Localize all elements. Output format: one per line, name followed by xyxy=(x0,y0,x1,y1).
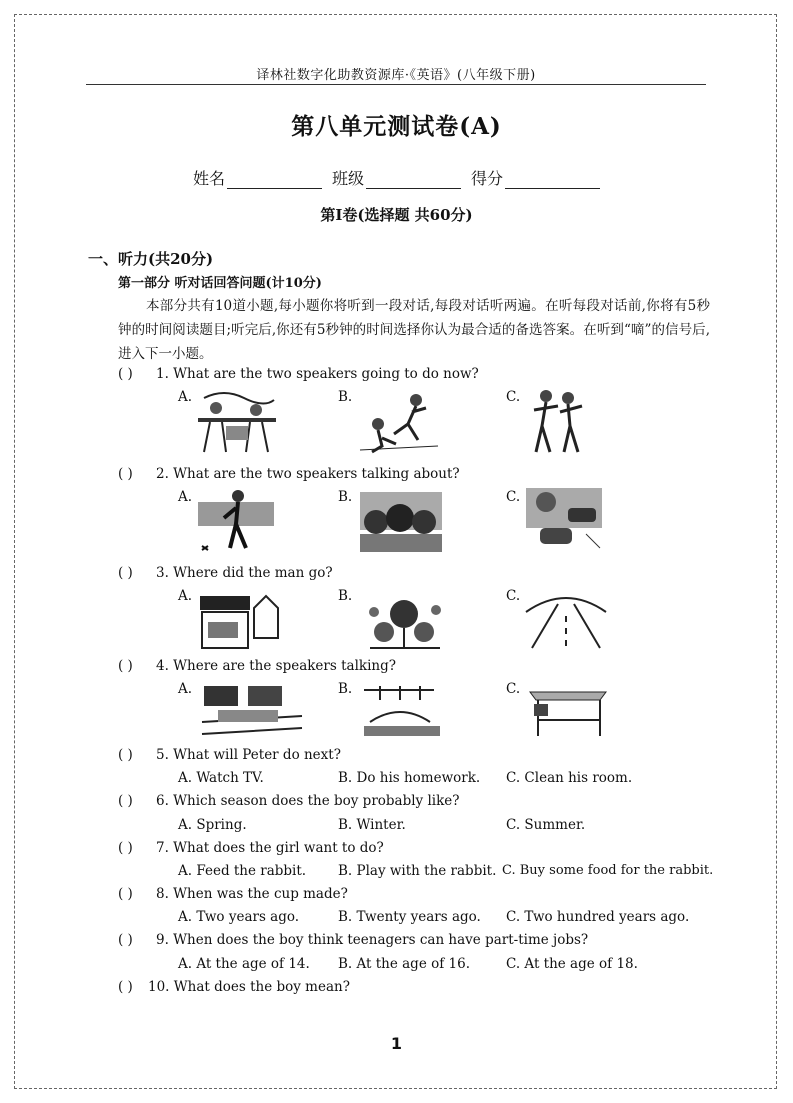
answer-blank[interactable]: ( ) xyxy=(118,979,133,995)
person-littering-picture[interactable] xyxy=(198,488,274,552)
page-number: 1 xyxy=(390,1034,403,1053)
question-5 xyxy=(118,747,341,763)
option-label-b: B. xyxy=(338,489,353,505)
class-label: 班级 xyxy=(332,169,365,188)
answer-blank[interactable]: ( ) xyxy=(118,932,133,948)
question-text: 6. Which season does the boy probably like? xyxy=(156,793,460,809)
question-text: 9. When does the boy think teenagers can have part-time jobs? xyxy=(156,932,589,948)
option-c[interactable]: C. Buy some food for the rabbit. xyxy=(502,863,714,878)
answer-blank[interactable]: ( ) xyxy=(118,886,133,902)
name-label: 姓名 xyxy=(193,169,226,188)
answer-blank[interactable]: ( ) xyxy=(118,840,133,856)
answer-blank[interactable]: ( ) xyxy=(118,466,133,482)
question-text: 1. What are the two speakers going to do now? xyxy=(156,366,479,382)
question-text: 2. What are the two speakers talking about? xyxy=(156,466,460,482)
option-a[interactable]: A. Watch TV. xyxy=(178,770,264,786)
option-c[interactable]: C. Clean his room. xyxy=(506,770,633,786)
page-title: 第八单元测试卷(A) xyxy=(291,113,502,140)
option-label-b: B. xyxy=(338,389,353,405)
question-text: 8. When was the cup made? xyxy=(156,886,348,902)
trees-polluted-picture[interactable] xyxy=(360,492,442,552)
question-4 xyxy=(118,658,396,674)
road-picture[interactable] xyxy=(522,588,610,650)
question-1 xyxy=(118,366,479,382)
answer-blank[interactable]: ( ) xyxy=(118,565,133,581)
answer-blank[interactable]: ( ) xyxy=(118,793,133,809)
option-label-c: C. xyxy=(506,489,521,505)
running-people-picture[interactable] xyxy=(358,390,440,454)
option-b[interactable]: B. Winter. xyxy=(338,817,406,833)
section-title: 一、听力(共20分) xyxy=(88,250,214,268)
flowers-picture[interactable] xyxy=(360,592,450,650)
question-text: 10. What does the boy mean? xyxy=(148,979,350,995)
cars-traffic-picture[interactable] xyxy=(526,488,602,552)
option-c[interactable]: C. Two hundred years ago. xyxy=(506,909,690,925)
option-b[interactable]: B. Play with the rabbit. xyxy=(338,863,497,879)
question-6 xyxy=(118,793,460,809)
instructions-text: 本部分共有10道小题,每小题你将听到一段对话,每段对话听两遍。在听每段对话前,你将有5秒钟的时间阅读题目;听完后,你还有5秒钟的时间选择你认为最合适的备选答案。在听到“嘀”的信号后,进入下一小题。 xyxy=(118,298,710,362)
option-b[interactable]: B. Do his homework. xyxy=(338,770,481,786)
option-label-b: B. xyxy=(338,681,353,697)
question-text: 3. Where did the man go? xyxy=(156,565,333,581)
part-title: 第Ⅰ卷(选择题 共60分) xyxy=(320,206,473,224)
people-at-desk-picture[interactable] xyxy=(196,388,280,456)
answer-blank[interactable]: ( ) xyxy=(118,658,133,674)
question-2 xyxy=(118,466,460,482)
question-10 xyxy=(118,979,350,995)
option-label-a: A. xyxy=(178,588,193,604)
option-c[interactable]: C. Summer. xyxy=(506,817,586,833)
question-text: 5. What will Peter do next? xyxy=(156,747,341,763)
option-label-c: C. xyxy=(506,681,521,697)
option-label-c: C. xyxy=(506,588,521,604)
score-label: 得分 xyxy=(471,169,504,188)
header-rule xyxy=(86,84,706,85)
option-label-a: A. xyxy=(178,389,193,405)
question-9 xyxy=(118,932,588,948)
kitchen-picture[interactable] xyxy=(360,682,444,738)
option-label-a: A. xyxy=(178,489,193,505)
question-text: 4. Where are the speakers talking? xyxy=(156,658,396,674)
subsection-title: 第一部分 听对话回答问题(计10分) xyxy=(118,276,322,291)
option-b[interactable]: B. At the age of 16. xyxy=(338,956,470,972)
classroom-picture[interactable] xyxy=(198,682,304,738)
name-field[interactable] xyxy=(193,166,322,189)
class-field[interactable] xyxy=(332,166,461,189)
option-a[interactable]: A. At the age of 14. xyxy=(178,956,310,972)
two-people-picture[interactable] xyxy=(528,386,588,456)
option-label-a: A. xyxy=(178,681,193,697)
answer-blank[interactable]: ( ) xyxy=(118,747,133,763)
page-header: 译林社数字化助教资源库·《英语》(八年级下册) xyxy=(256,68,536,83)
class-blank[interactable] xyxy=(366,172,461,189)
score-blank[interactable] xyxy=(505,172,600,189)
name-blank[interactable] xyxy=(227,172,322,189)
shop-building-picture[interactable] xyxy=(198,588,280,650)
option-b[interactable]: B. Twenty years ago. xyxy=(338,909,481,925)
option-label-c: C. xyxy=(506,389,521,405)
question-8 xyxy=(118,886,348,902)
score-field[interactable] xyxy=(471,166,600,189)
option-a[interactable]: A. Feed the rabbit. xyxy=(178,863,307,879)
question-3 xyxy=(118,565,333,581)
answer-blank[interactable]: ( ) xyxy=(118,366,133,382)
option-c[interactable]: C. At the age of 18. xyxy=(506,956,638,972)
question-7 xyxy=(118,840,384,856)
bus-stop-picture[interactable] xyxy=(526,682,610,738)
student-info-row xyxy=(193,166,610,189)
option-a[interactable]: A. Spring. xyxy=(178,817,247,833)
question-text: 7. What does the girl want to do? xyxy=(156,840,384,856)
option-a[interactable]: A. Two years ago. xyxy=(178,909,300,925)
option-label-b: B. xyxy=(338,588,353,604)
